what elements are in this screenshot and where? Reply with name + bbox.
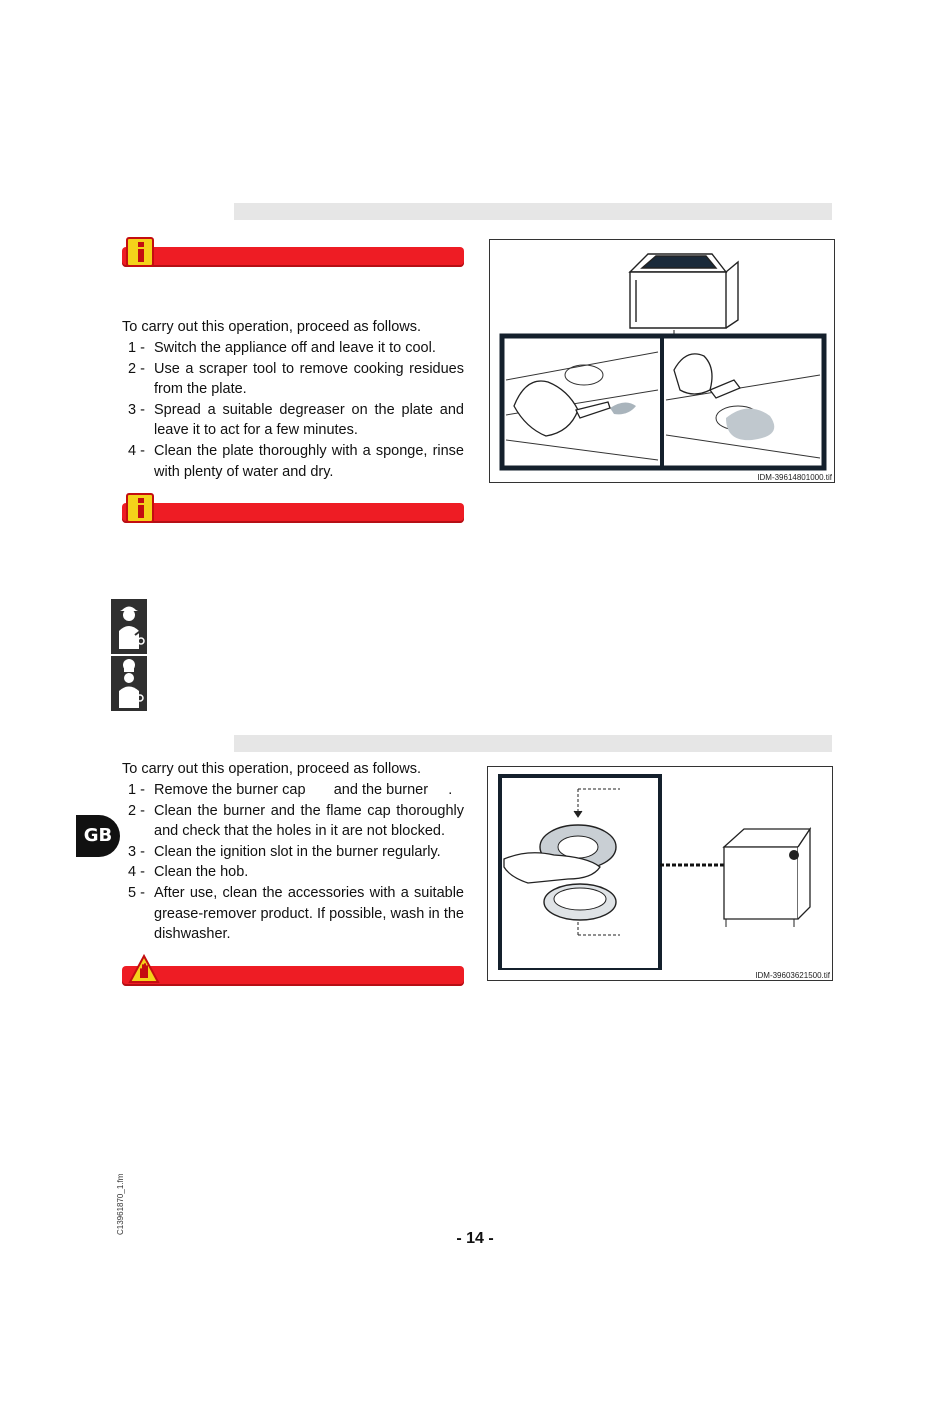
step-number: 3 - (128, 843, 145, 860)
info-icon (126, 237, 154, 267)
step-text: Clean the hob. (154, 864, 249, 881)
section1-intro: To carry out this operation, proceed as follows. (122, 319, 422, 335)
list-item (128, 400, 464, 441)
figure-reference: IDM-39603621500.tif (755, 971, 830, 980)
step-number: 1 - (128, 340, 145, 356)
step-number: 2 - (128, 360, 145, 377)
section2-intro: To carry out this operation, proceed as follows. (122, 761, 422, 777)
info-icon (126, 493, 154, 523)
section1-steps (128, 338, 464, 482)
chef-user-icon (111, 656, 147, 711)
section-title-bar-2 (234, 735, 832, 752)
info-notice-bar-1 (122, 247, 464, 267)
language-tab: GB (76, 815, 120, 857)
figure-reference: IDM-39614801000.tif (757, 473, 832, 482)
step-text: After use, clean the accessories with a suitable grease-remover product. If possible, wash in the dishwasher. (154, 884, 464, 943)
step-text: Clean the ignition slot in the burner regularly. (154, 843, 441, 860)
figure-burner-cleaning (487, 766, 833, 981)
step-number: 2 - (128, 802, 145, 819)
step-text: Switch the appliance off and leave it to cool. (154, 340, 436, 356)
step-text: Clean the burner and the flame cap thoroughly and check that the holes in it are not blocked. (154, 802, 464, 840)
warning-notice-bar (122, 966, 464, 986)
list-item (128, 862, 464, 883)
step-text: Remove the burner cap and the burner . (154, 782, 453, 798)
list-item (128, 842, 464, 863)
info-notice-bar-2 (122, 503, 464, 523)
list-item (128, 359, 464, 400)
step-text: Use a scraper tool to remove cooking residues from the plate. (154, 360, 464, 398)
step-number: 3 - (128, 401, 145, 418)
document-code: C13961870_1.fm (116, 1173, 125, 1235)
list-item (128, 780, 464, 801)
page-number: - 14 - (456, 1230, 494, 1247)
step-number: 5 - (128, 884, 145, 901)
maintenance-technician-icon (111, 599, 147, 654)
list-item (128, 801, 464, 842)
burner-cleaning-illustration (488, 767, 832, 970)
figure-plate-cleaning (489, 239, 835, 483)
step-number: 1 - (128, 782, 145, 798)
plate-cleaning-illustration (490, 240, 834, 472)
section-title-bar-1 (234, 203, 832, 220)
section2-steps (128, 780, 464, 945)
step-text: Clean the plate thoroughly with a sponge, rinse with plenty of water and dry. (154, 442, 464, 480)
stop-hand-warning-icon (128, 954, 160, 986)
list-item (128, 441, 464, 482)
step-number: 4 - (128, 442, 145, 459)
step-text: Spread a suitable degreaser on the plate and leave it to act for a few minutes. (154, 401, 464, 439)
list-item (128, 338, 464, 359)
list-item (128, 883, 464, 945)
step-number: 4 - (128, 864, 145, 881)
